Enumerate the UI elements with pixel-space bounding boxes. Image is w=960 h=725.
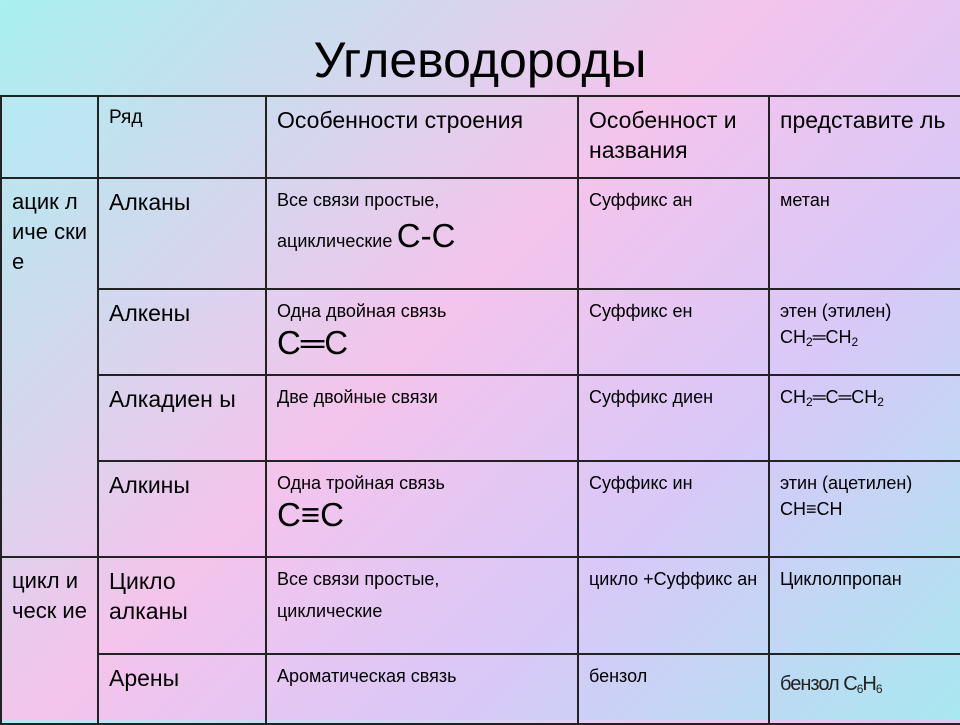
header-representative: представите ль	[769, 96, 960, 178]
hydrocarbons-table	[0, 95, 960, 725]
formula-subscript: 6	[875, 682, 882, 696]
formula-part: C	[843, 673, 857, 695]
naming-cell: цикло +Суффикс ан	[578, 557, 769, 654]
structure-cell	[266, 178, 578, 289]
representative-formula: CH≡CH	[780, 499, 843, 519]
header-row	[1, 96, 960, 178]
table-row	[1, 289, 960, 375]
structure-formula: С≡С	[277, 496, 344, 533]
structure-text: Одна тройная связь	[277, 473, 445, 493]
representative-name: этен (этилен)	[780, 301, 892, 321]
structure-cell: Две двойные связи	[266, 375, 578, 461]
formula-subscript: 2	[877, 395, 884, 409]
structure-cell	[266, 461, 578, 557]
header-series: Ряд	[98, 96, 266, 178]
formula-part: CH	[780, 327, 806, 347]
structure-text-2: циклические	[277, 601, 383, 621]
structure-text: Все связи простые,	[277, 569, 440, 589]
series-cell: Арены	[98, 654, 266, 724]
representative-cell	[769, 461, 960, 557]
structure-text-2: ациклические	[277, 231, 393, 251]
representative-name: этин (ацетилен)	[780, 473, 913, 493]
table-row	[1, 461, 960, 557]
table-row	[1, 557, 960, 654]
series-cell: Цикло алканы	[98, 557, 266, 654]
structure-text: Все связи простые,	[277, 190, 440, 210]
formula-subscript: 2	[851, 335, 859, 349]
naming-cell: Суффикс ин	[578, 461, 769, 557]
naming-cell: Суффикс ен	[578, 289, 769, 375]
header-empty-cell	[1, 96, 98, 178]
header-structure: Особенности строения	[266, 96, 578, 178]
formula-part: CH	[780, 387, 806, 407]
page-title: Углеводороды	[313, 32, 647, 88]
representative-formula	[780, 673, 882, 695]
table-row	[1, 375, 960, 461]
representative-cell: метан	[769, 178, 960, 289]
structure-cell	[266, 557, 578, 654]
formula-subscript: 2	[806, 395, 813, 409]
representative-cell	[769, 289, 960, 375]
structure-formula: С-С	[396, 217, 456, 254]
naming-cell: Суффикс ан	[578, 178, 769, 289]
table-row	[1, 654, 960, 724]
representative-cell	[769, 375, 960, 461]
representative-formula	[780, 324, 952, 350]
series-cell: Алкены	[98, 289, 266, 375]
group-acyclic: ацик личе ские	[1, 178, 98, 557]
series-cell: Алкадиен ы	[98, 375, 266, 461]
formula-part: бензол	[780, 673, 839, 695]
naming-cell: Суффикс диен	[578, 375, 769, 461]
structure-formula: С═С	[277, 324, 349, 361]
formula-subscript: 2	[806, 335, 813, 349]
representative-cell	[769, 654, 960, 724]
structure-text: Одна двойная связь	[277, 301, 447, 321]
naming-cell: бензол	[578, 654, 769, 724]
group-cyclic: цикл ическ ие	[1, 557, 98, 724]
formula-part: ═CH	[812, 327, 852, 347]
series-cell: Алканы	[98, 178, 266, 289]
header-naming: Особенност и названия	[578, 96, 769, 178]
series-cell: Алкины	[98, 461, 266, 557]
structure-cell: Ароматическая связь	[266, 654, 578, 724]
representative-formula	[780, 384, 952, 410]
structure-cell	[266, 289, 578, 375]
representative-cell: Циклолпропан	[769, 557, 960, 654]
formula-part: ═C═CH	[812, 387, 878, 407]
formula-subscript: 6	[856, 682, 863, 696]
formula-part: H	[862, 673, 876, 695]
table-row	[1, 178, 960, 289]
